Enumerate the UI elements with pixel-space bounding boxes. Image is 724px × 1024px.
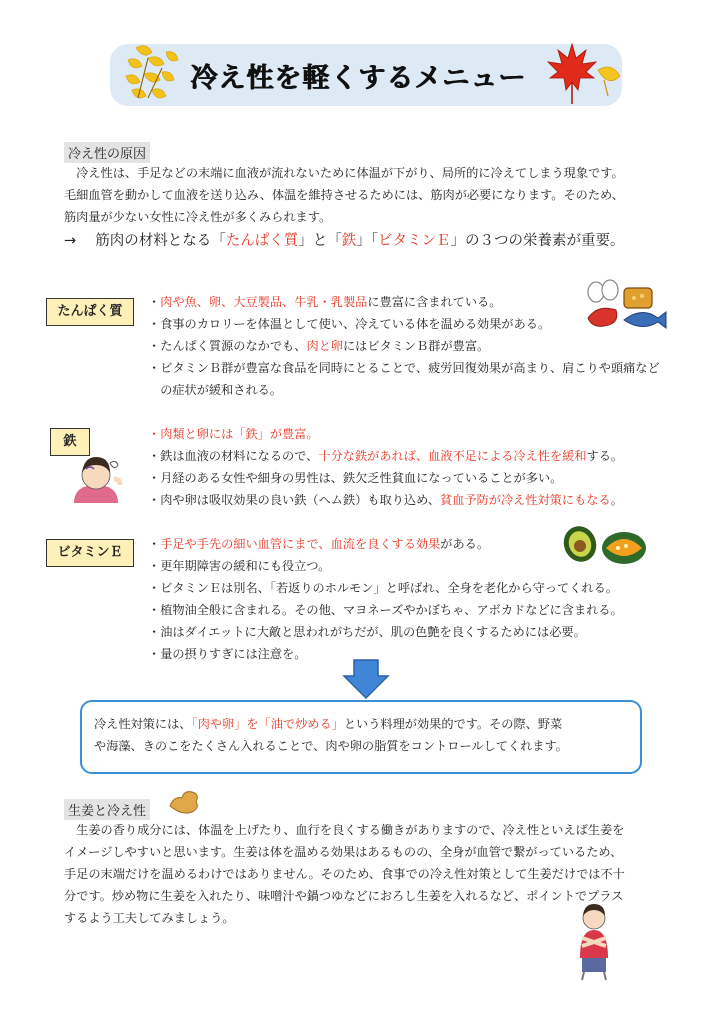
- list-item: ・肉類と卵には「鉄」が豊富。: [148, 427, 319, 441]
- list-item: ・鉄は血液の材料になるので、十分な鉄があれば、血液不足による冷え性を緩和する。: [148, 449, 624, 463]
- causes-line: 冷え性は、手足などの末端に血液が流れないために体温が下がり、局所的に冷えてしまう現象です。: [64, 166, 624, 180]
- item-text: 肉や卵は吸収効果の良い鉄（ヘム鉄）も取り込め、: [160, 493, 441, 507]
- item-text: がある。: [440, 537, 490, 551]
- item-text: 更年期障害の緩和にも役立つ。: [160, 559, 331, 573]
- maple-leaf-icon: [542, 40, 622, 108]
- item-text: 食事のカロリーを体温として使い、冷えている体を温める効果がある。: [160, 317, 551, 331]
- ginger-line: するよう工夫してみましょう。: [64, 911, 235, 925]
- ginger-heading: 生姜と冷え性: [64, 799, 150, 820]
- nutrient-summary: [64, 229, 625, 250]
- list-item: ・植物油全般に含まれる。その他、マヨネーズやかぼちゃ、アボカドなどに含まれる。: [148, 603, 623, 617]
- summary-vitamine: ビタミンＥ: [378, 233, 451, 249]
- iron-bullets: [148, 423, 668, 511]
- tip-line: や海藻、きのこをたくさん入れることで、肉や卵の脂質をコントロールしてくれます。: [94, 739, 568, 753]
- highlight-text: 貧血予防が冷え性対策にもなる: [440, 493, 611, 507]
- protein-foods-icon: [584, 276, 670, 336]
- item-text: 量の摂りすぎには注意を。: [160, 647, 307, 661]
- summary-text: 」「: [356, 233, 379, 249]
- highlight-text: 肉類と卵には「鉄」が豊富。: [160, 427, 319, 441]
- item-text: に豊富に含まれている。: [367, 295, 502, 309]
- list-item: ・ビタミンＥは別名、「若返りのホルモン」と呼ばれ、全身を老化から守ってくれる。: [148, 581, 618, 595]
- causes-paragraph: [64, 162, 674, 228]
- causes-line: 筋肉量が少ない女性に冷え性が多くみられます。: [64, 210, 332, 224]
- highlight-text: 十分な鉄があれば、血液不足による冷え性を緩和: [318, 449, 587, 463]
- list-item: ・手足や手先の細い血管にまで、血流を良くする効果がある。: [148, 537, 490, 551]
- tip-line: [94, 713, 634, 735]
- highlight-text: 手足や手先の細い血管にまで、血流を良くする効果: [160, 537, 441, 551]
- highlight-text: 「肉や卵」を「油で炒める」: [191, 717, 344, 731]
- ginger-line: イメージしやすいと思います。生姜は体を温める効果はあるものの、全身が血管で繋がっているため、: [64, 845, 623, 859]
- list-item: ・たんぱく質源のなかでも、肉と卵にはビタミンＢ群が豊富。: [148, 339, 490, 353]
- summary-text: 筋肉の材料となる「: [95, 233, 226, 249]
- highlight-text: 肉と卵: [306, 339, 343, 353]
- item-text: する。: [586, 449, 624, 463]
- item-text: 油はダイエットに大敵と思われがちだが、肌の色艶を良くするためには必要。: [160, 625, 586, 639]
- ginger-line: 生姜の香り成分には、体温を上げたり、血行を良くする働きがありますので、冷え性といえば生姜を: [64, 823, 625, 837]
- summary-protein: たんぱく質: [225, 233, 299, 249]
- item-text: 月経のある女性や細身の男性は、鉄欠乏性貧血になっていることが多い。: [160, 471, 563, 485]
- vitamine-label: ビタミンＥ: [46, 539, 134, 567]
- item-text: 。: [610, 493, 623, 507]
- item-text: という料理が効果的です。その際、野菜: [343, 717, 563, 731]
- item-text: 植物油全般に含まれる。その他、マヨネーズやかぼちゃ、アボカドなどに含まれる。: [160, 603, 623, 617]
- list-item: ・食事のカロリーを体温として使い、冷えている体を温める効果がある。: [148, 317, 551, 331]
- causes-heading: 冷え性の原因: [64, 142, 150, 163]
- down-arrow-icon: [342, 658, 390, 700]
- highlight-text: 肉や魚、卵、大豆製品、牛乳・乳製品: [160, 295, 368, 309]
- cold-woman-icon: [572, 902, 618, 982]
- dizzy-woman-icon: [64, 455, 128, 503]
- item-text: ビタミンＢ群が豊富な食品を同時にとることで、疲労回復効果が高まり、肩こりや頭痛などの症状が緩和される。: [160, 361, 660, 397]
- list-item: ・肉や卵は吸収効果の良い鉄（ヘム鉄）も取り込め、貧血予防が冷え性対策にもなる。: [148, 493, 623, 507]
- tip-text: [94, 713, 634, 757]
- ginger-icon: [166, 786, 202, 814]
- ginger-line: 手足の末端だけを温めるわけではありません。そのため、食事での冷え性対策として生姜だけでは不十: [64, 867, 625, 881]
- vitamine-bullets: [148, 533, 660, 665]
- summary-text: 」の３つの栄養素が重要。: [450, 233, 625, 249]
- ginger-line: 分です。炒め物に生姜を入れたり、味噌汁や鍋つゆなどにおろし生姜を入れるなど、ポイントでプラス: [64, 889, 624, 903]
- item-text: 冷え性対策には、: [94, 717, 192, 731]
- ginkgo-leaves-icon: [118, 38, 188, 110]
- list-item: ・量の摂りすぎには注意を。: [148, 647, 307, 661]
- list-item: ・月経のある女性や細身の男性は、鉄欠乏性貧血になっていることが多い。: [148, 471, 563, 485]
- iron-label: 鉄: [50, 428, 90, 456]
- list-item: ・肉や魚、卵、大豆製品、牛乳・乳製品に豊富に含まれている。: [148, 295, 502, 309]
- causes-line: 毛細血管を動かして血液を送り込み、体温を維持させるためには、筋肉が必要になります。そのため、: [64, 188, 624, 202]
- arrow-icon: →: [64, 233, 77, 249]
- list-item: ・油はダイエットに大敵と思われがちだが、肌の色艶を良くするためには必要。: [148, 625, 586, 639]
- item-text: 鉄は血液の材料になるので、: [160, 449, 319, 463]
- list-item: ・更年期障害の緩和にも役立つ。: [148, 559, 331, 573]
- list-item: ・ビタミンＢ群が豊富な食品を同時にとることで、疲労回復効果が高まり、肩こりや頭痛などの症状が緩和される。: [148, 361, 660, 397]
- summary-iron: 鉄: [341, 233, 357, 249]
- summary-text: 」と「: [298, 233, 342, 249]
- page-title: 冷え性を軽くするメニュー: [190, 63, 526, 94]
- item-text: たんぱく質源のなかでも、: [160, 339, 307, 353]
- protein-label: たんぱく質: [46, 298, 134, 326]
- item-text: ビタミンＥは別名、「若返りのホルモン」と呼ばれ、全身を老化から守ってくれる。: [160, 581, 618, 595]
- item-text: にはビタミンＢ群が豊富。: [343, 339, 490, 353]
